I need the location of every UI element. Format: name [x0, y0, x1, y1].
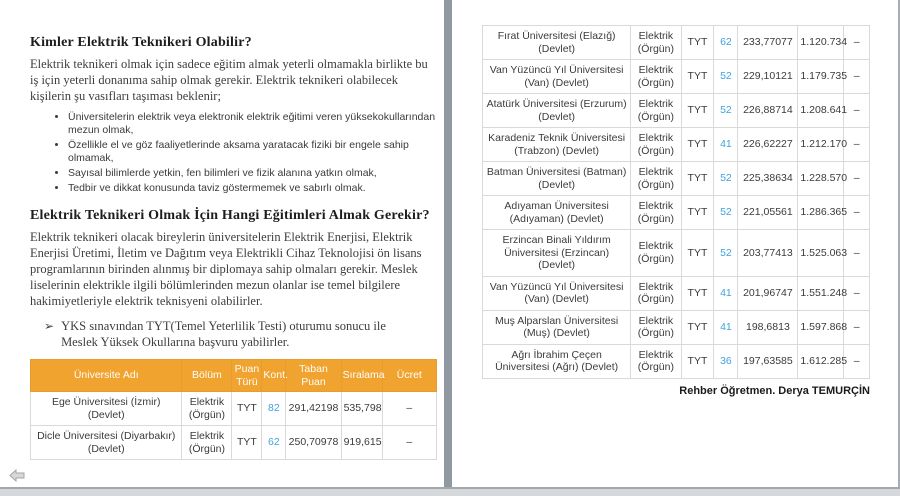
cell-ranking: 1.179.735	[798, 60, 844, 94]
yks-note	[44, 318, 437, 350]
admission-table-left-wrap	[30, 359, 437, 460]
heading-who-can-be: Kimler Elektrik Teknikeri Olabilir?	[30, 35, 252, 50]
cell-university: Karadeniz Teknik Üniversitesi (Trabzon) (Devlet)	[483, 128, 631, 162]
cell-base-score: 203,77413	[738, 230, 798, 277]
bullet-item: • Üniversitelerin elektrik veya elektronik elektrik eğitimi veren yüksekokullarından mezun olmak,	[68, 111, 437, 137]
table-row	[483, 230, 870, 277]
cell-fee: –	[844, 344, 870, 378]
cell-university: Atatürk Üniversitesi (Erzurum) (Devlet)	[483, 94, 631, 128]
cell-department: Elektrik (Örgün)	[631, 94, 681, 128]
cell-university: Ege Üniversitesi (İzmir) (Devlet)	[31, 392, 182, 426]
cell-quota: 41	[714, 310, 738, 344]
cell-fee: –	[844, 60, 870, 94]
cell-base-score: 225,38634	[738, 162, 798, 196]
col-header-university: Üniversite Adı	[31, 360, 182, 392]
paragraph-education: Elektrik teknikeri olacak bireylerin üniversitelerin Elektrik Enerjisi, Elektrik Enerjisi Üretimi, İletim ve Dağıtım veya Elektrikli Cihaz Teknolojisi ön lisans programlarının birinden alınmış bir diplomaya sahip olmaları gerekir. Meslek liselerinin elektrikle ilgili bölümlerinden mezun olanlar ise temel bilgilere hakimiyetleriyle elektrik teknisyeni olabilirler.	[30, 230, 422, 308]
page-right	[452, 0, 896, 487]
cell-base-score: 197,63585	[738, 344, 798, 378]
cell-quota: 52	[714, 196, 738, 230]
cell-score-type: TYT	[681, 196, 714, 230]
page-divider	[444, 0, 452, 487]
cell-department: Elektrik (Örgün)	[631, 26, 681, 60]
cell-score-type: TYT	[681, 26, 714, 60]
cell-base-score: 201,96747	[738, 276, 798, 310]
cell-university: Fırat Üniversitesi (Elazığ) (Devlet)	[483, 26, 631, 60]
table-row	[483, 94, 870, 128]
col-header-base-score: Taban Puan	[286, 360, 341, 392]
cell-university: Van Yüzüncü Yıl Üniversitesi (Van) (Devlet)	[483, 276, 631, 310]
cell-quota: 52	[714, 230, 738, 277]
cell-department: Elektrik (Örgün)	[182, 392, 232, 426]
col-header-department: Bölüm	[182, 360, 232, 392]
cell-ranking: 535,798	[341, 392, 382, 426]
cell-university: Dicle Üniversitesi (Diyarbakır) (Devlet)	[31, 426, 182, 460]
cell-score-type: TYT	[681, 230, 714, 277]
cell-university: Ağrı İbrahim Çeçen Üniversitesi (Ağrı) (Devlet)	[483, 344, 631, 378]
arrowhead-bullet-icon: ➢	[44, 319, 55, 333]
cell-fee: –	[844, 276, 870, 310]
cell-quota: 52	[714, 60, 738, 94]
cell-ranking: 1.612.285	[798, 344, 844, 378]
cell-ranking: 1.212.170	[798, 128, 844, 162]
cell-score-type: TYT	[681, 60, 714, 94]
cell-quota: 52	[714, 162, 738, 196]
author-credit: Rehber Öğretmen. Derya TEMURÇİN	[679, 384, 870, 397]
table-header-row	[31, 360, 437, 392]
cell-department: Elektrik (Örgün)	[631, 344, 681, 378]
cell-quota: 52	[714, 94, 738, 128]
cell-score-type: TYT	[681, 128, 714, 162]
cell-fee: –	[844, 196, 870, 230]
cell-base-score: 233,77077	[738, 26, 798, 60]
admission-table-right-wrap	[482, 25, 870, 397]
cell-base-score: 198,6813	[738, 310, 798, 344]
cell-ranking: 1.120.734	[798, 26, 844, 60]
cell-score-type: TYT	[681, 94, 714, 128]
cell-department: Elektrik (Örgün)	[631, 128, 681, 162]
cell-fee: –	[844, 162, 870, 196]
table-row	[483, 162, 870, 196]
heading-which-education: Elektrik Teknikeri Olmak İçin Hangi Eğitimleri Almak Gerekir?	[30, 208, 430, 223]
cell-fee: –	[844, 230, 870, 277]
paragraph-requirements: Elektrik teknikeri olmak için sadece eğitim almak yeterli olmamakla birlikte bu iş için yeterli donanıma sahip olmak gerekir. Elektrik teknikeri olabilecek kişilerin şu vasıfları taşıması beklenir;	[30, 57, 428, 103]
cell-ranking: 1.228.570	[798, 162, 844, 196]
cell-score-type: TYT	[681, 310, 714, 344]
cell-quota: 41	[714, 276, 738, 310]
cell-base-score: 229,10121	[738, 60, 798, 94]
cell-ranking: 1.208.641	[798, 94, 844, 128]
cell-quota: 41	[714, 128, 738, 162]
cell-fee: –	[844, 310, 870, 344]
cell-university: Van Yüzüncü Yıl Üniversitesi (Van) (Devlet)	[483, 60, 631, 94]
cell-score-type: TYT	[681, 162, 714, 196]
table-row	[483, 128, 870, 162]
cell-university: Erzincan Binali Yıldırım Üniversitesi (Erzincan) (Devlet)	[483, 230, 631, 277]
cell-quota: 62	[262, 426, 286, 460]
table-row	[483, 276, 870, 310]
cell-department: Elektrik (Örgün)	[182, 426, 232, 460]
cell-quota: 36	[714, 344, 738, 378]
table-row	[483, 310, 870, 344]
cell-score-type: TYT	[681, 276, 714, 310]
cell-fee: –	[844, 94, 870, 128]
cell-score-type: TYT	[681, 344, 714, 378]
cell-fee: –	[382, 426, 436, 460]
cell-base-score: 226,88714	[738, 94, 798, 128]
page-left	[0, 0, 444, 487]
cell-department: Elektrik (Örgün)	[631, 60, 681, 94]
bullet-item: • Tedbir ve dikkat konusunda taviz göstermemek ve sabırlı olmak.	[68, 182, 437, 195]
cell-ranking: 1.286.365	[798, 196, 844, 230]
cell-ranking: 1.597.868	[798, 310, 844, 344]
cell-base-score: 226,62227	[738, 128, 798, 162]
requirements-bullet-list	[30, 111, 437, 195]
table-row	[483, 60, 870, 94]
cell-department: Elektrik (Örgün)	[631, 162, 681, 196]
cell-department: Elektrik (Örgün)	[631, 276, 681, 310]
cell-quota: 62	[714, 26, 738, 60]
cell-fee: –	[844, 128, 870, 162]
cell-ranking: 1.525.063	[798, 230, 844, 277]
col-header-fee: Ücret	[382, 360, 436, 392]
cell-ranking: 1.551.248	[798, 276, 844, 310]
table-row	[31, 392, 437, 426]
admission-table-right	[482, 25, 870, 379]
back-arrow-icon[interactable]	[9, 469, 25, 482]
bullet-item: • Özellikle el ve göz faaliyetlerinde aksama yaratacak fiziki bir engele sahip olmamak,	[68, 139, 437, 165]
col-header-score-type: Puan Türü	[232, 360, 262, 392]
cell-university: Batman Üniversitesi (Batman) (Devlet)	[483, 162, 631, 196]
cell-university: Muş Alparslan Üniversitesi (Muş) (Devlet)	[483, 310, 631, 344]
cell-base-score: 221,05561	[738, 196, 798, 230]
cell-department: Elektrik (Örgün)	[631, 230, 681, 277]
cell-base-score: 250,70978	[286, 426, 341, 460]
cell-fee: –	[844, 26, 870, 60]
table-row	[483, 196, 870, 230]
cell-university: Adıyaman Üniversitesi (Adıyaman) (Devlet)	[483, 196, 631, 230]
cell-quota: 82	[262, 392, 286, 426]
cell-ranking: 919,615	[341, 426, 382, 460]
cell-base-score: 291,42198	[286, 392, 341, 426]
yks-note-text: YKS sınavından TYT(Temel Yeterlilik Testi) oturumu sonucu ile Meslek Yüksek Okullarına başvuru yabilirler.	[61, 319, 386, 349]
cell-department: Elektrik (Örgün)	[631, 196, 681, 230]
table-row	[31, 426, 437, 460]
cell-fee: –	[382, 392, 436, 426]
col-header-ranking: Sıralama	[341, 360, 382, 392]
cell-score-type: TYT	[232, 426, 262, 460]
window-bottom-bar	[0, 487, 900, 496]
cell-department: Elektrik (Örgün)	[631, 310, 681, 344]
page-left-content	[0, 0, 444, 460]
table-row	[483, 26, 870, 60]
bullet-item: • Sayısal bilimlerde yetkin, fen bilimleri ve fizik alanına yatkın olmak,	[68, 167, 437, 180]
table-row	[483, 344, 870, 378]
col-header-quota: Kont.	[262, 360, 286, 392]
cell-score-type: TYT	[232, 392, 262, 426]
admission-table-left	[30, 359, 437, 460]
